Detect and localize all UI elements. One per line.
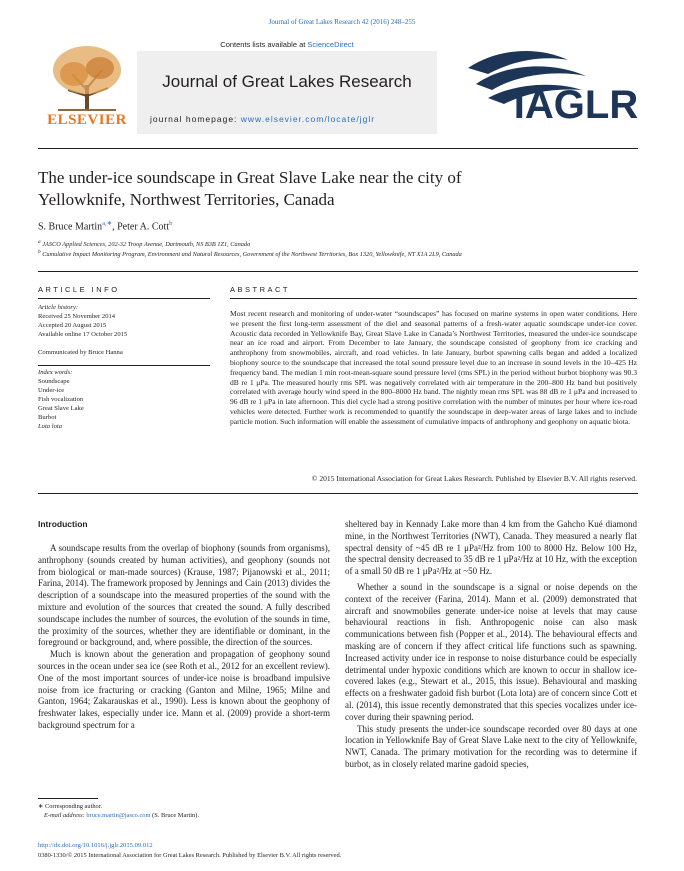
contents-line xyxy=(137,40,437,49)
intro-paragraph-4: Whether a sound in the soundscape is a signal or noise depends on the context of the receiver (Farina, 2014). Mann et al. (2009) demonstrated that aircraft and snowmobiles generate under-ice noise at levels that may cause behavioural reactions in fish. Anthropogenic noise can also mask communications between fish (Popper et al., 2014). The behavioural effects and masking are of concern if they affect critical life functions such as spawning. Increased activity under ice in response to noise disturbance could be especially detrimental under hypoxic conditions which are known to occur in shallow ice-covered lakes (e.g., Stewart et al., 2015, this issue). Behavioural and masking effects on a freshwater gadoid fish burbot (Lota lota) are of concern since Cott et al. (2014), this issue recently demonstrated that this species vocalizes under ice-cover during their spawning period. xyxy=(345,581,637,722)
keywords-rule xyxy=(38,365,210,366)
author-name: Peter A. Cott xyxy=(117,221,170,233)
abstract-bottom-rule xyxy=(38,493,638,494)
affil-text: JASCO Applied Sciences, 202-32 Troop Avenue, Dartmouth, NS B3B 1Z1, Canada xyxy=(42,241,251,249)
author-affil-link[interactable]: a,∗ xyxy=(102,220,113,227)
history-label: Article history: xyxy=(38,304,79,311)
affil-marker: b xyxy=(38,249,41,255)
abstract-rule xyxy=(230,298,637,299)
received-date: Received 25 November 2014 xyxy=(38,313,116,320)
keyword-item: Great Slave Lake xyxy=(38,405,84,412)
abstract-heading: ABSTRACT xyxy=(230,285,291,294)
accepted-date: Accepted 20 August 2015 xyxy=(38,322,107,329)
journal-homepage xyxy=(150,114,440,124)
footnote-rule xyxy=(38,798,98,799)
intro-paragraph-2: Much is known about the generation and propagation of geophony sound sources in the ocean under sea ice (see Roth et al., 2012 for an excellent review). One of the most important sources of under-ice noise is broadband impulsive noise from ice fracturing or cracking (Ganton and Milne, 1965; Milne and Ganton, 1964; Zakarauskas et al., 1990). Less is known about the geophony of freshwater lakes, especially under ice. Mann et al. (2009) provide a short-term background spectrum for a xyxy=(38,649,330,730)
online-date: Available online 17 October 2015 xyxy=(38,331,128,338)
abstract-copyright: © 2015 International Association for Great Lakes Research. Published by Elsevier B.V. All rights reserved. xyxy=(311,474,637,483)
intro-paragraph-1: A soundscape results from the overlap of biophony (sounds from organisms), anthrophony (sounds created by human activities), and geophony (sounds not from biological or man-made sources) (Krause, 1987; Pijanowski et al., 2011; Farina, 2014). The framework proposed by Jennings and Cain (2013) divides the description of a soundscape into the measured properties of the sound with the mixture and evolution of the sources that created the sound. A fully described soundscape includes the number of sources, the evolution of the sounds in time, the proximity of the sources, whether they are identifiable or dominant, in the foreground or background, and, where possible, the direction of the sources. xyxy=(38,543,330,648)
body-left-column xyxy=(38,543,330,732)
title-rule xyxy=(38,271,638,272)
communicated-by: Communicated by Bruce Hanna xyxy=(38,349,123,356)
keyword-item: Soundscape xyxy=(38,378,70,385)
email-suffix: (S. Bruce Martin). xyxy=(150,812,199,819)
intro-paragraph-5: This study presents the under-ice soundscape recorded over 80 days at one location in Yellowknife Bay of Great Slave Lake next to the city of Yellowknife, NWT, Canada. The primary motivation for the recording was to determine if burbot, as in closely related marine gadoid species, xyxy=(345,723,637,769)
contents-prefix: Contents lists available at xyxy=(220,40,308,49)
intro-paragraph-3: sheltered bay in Kennady Lake more than 4 km from the Gahcho Kué diamond mine, in the Northwest Territories (NWT), Canada. They measured a nearly flat spectral density of ~45 dB re 1 μPa²/Hz from 100 to 8000 Hz. Below 100 Hz, the spectral density decreased to 35 dB re 1 μPa²/Hz at 10 Hz, with the exception of a small 50 dB re 1 μPa²/Hz at ~50 Hz. xyxy=(345,519,637,577)
author-affil-link[interactable]: b xyxy=(169,220,173,227)
homepage-link[interactable]: www.elsevier.com/locate/jglr xyxy=(240,114,376,124)
keyword-item: Under-ice xyxy=(38,387,65,394)
article-info-heading: ARTICLE INFO xyxy=(38,285,120,294)
doi-link[interactable]: http://dx.doi.org/10.1016/j.jglr.2015.09.012 xyxy=(38,842,153,849)
abstract-body: Most recent research and monitoring of under-water “soundscapes” has focused on marine systems in open water conditions. Here we present the first long-term assessment of the diel and seasonal patterns of a fresh-water aquatic soundscape under-ice cover. Acoustic data recorded in Yellowknife Bay, Great Slave Lake in Canada’s Northwest Territories, measured the under-ice soundscape near an ice road and airport. From December to late January, the soundscape consisted of geophony from ice cracking and anthrophony from snowmobiles, aircraft, and road vehicles. In late January, burbot spawning calls began and added a localized biophony source to the soundscape that increased the total sound pressure level due to an increase in sound levels in the 10–425 Hz frequency band. The median 1 min root-mean-square sound pressure level (rms SPL) in the period without burbot biophony was 90.3 dB re 1 μPa. The measured hourly rms SPL was negatively correlated with air temperature in the 200–800 Hz band but positively correlated with average hourly wind speed in the 800–8000 Hz band. The nightly mean rms SPL was 88 dB re 1 μPa and increased to 96 dB re 1 μPa in late afternoon. This diel cycle had a strong positive correlation with the number of minutes per hour where ice-road vehicles were detected. Further work is recommended to quantify the soundscape in deep-water areas of large lakes and to include particle motion. Such information will enable the assessment of cumulative impacts of anthrophony and geophony on aquatic biota. xyxy=(230,309,637,426)
iaglr-logo xyxy=(458,40,648,132)
email-label: E-mail address: xyxy=(44,812,87,819)
homepage-label: journal homepage: xyxy=(150,114,241,124)
author-email-link[interactable]: bruce.martin@jasco.com xyxy=(86,812,151,819)
footer-copyright: 0380-1330/© 2015 International Association for Great Lakes Research. Published by Elsevier B.V. All rights reserved. xyxy=(38,852,342,859)
keyword-item: Burbot xyxy=(38,414,57,421)
author-name: S. Bruce Martin xyxy=(38,221,103,233)
keywords-label: Index words: xyxy=(38,369,73,376)
affiliation-a xyxy=(38,239,648,248)
article-info-rule xyxy=(38,298,210,299)
journal-title: Journal of Great Lakes Research xyxy=(162,72,412,91)
affiliation-b xyxy=(38,249,648,258)
footnote-corresponding: Corresponding author. xyxy=(44,803,103,810)
elsevier-wordmark: ELSEVIER xyxy=(47,112,127,128)
affil-text: Cumulative Impact Monitoring Program, Environment and Natural Resources, Government of the Northwest Territories, Box 1320, Yellowknife, NT X1A 2L9, Canada xyxy=(42,251,462,259)
article-title xyxy=(38,167,638,210)
title-line-2: Yellowknife, Northwest Territories, Canada xyxy=(38,189,335,209)
header-rule xyxy=(38,148,638,149)
sciencedirect-link[interactable]: ScienceDirect xyxy=(307,40,354,49)
journal-citation[interactable]: Journal of Great Lakes Research 42 (2016) 248–255 xyxy=(268,18,416,26)
body-right-column xyxy=(345,519,637,771)
keyword-item: Lota lota xyxy=(38,423,62,430)
corresponding-author-footnote xyxy=(38,802,338,820)
keyword-item: Fish vocalization xyxy=(38,396,84,403)
title-line-1: The under-ice soundscape in Great Slave Lake near the city of xyxy=(38,168,462,187)
footnote-mark: ∗ xyxy=(38,803,44,810)
author-separator: , xyxy=(112,221,118,233)
affil-marker: a xyxy=(38,239,41,245)
author-list xyxy=(38,219,172,232)
introduction-heading: Introduction xyxy=(38,519,88,529)
iaglr-logo-text: IAGLR xyxy=(513,83,639,127)
